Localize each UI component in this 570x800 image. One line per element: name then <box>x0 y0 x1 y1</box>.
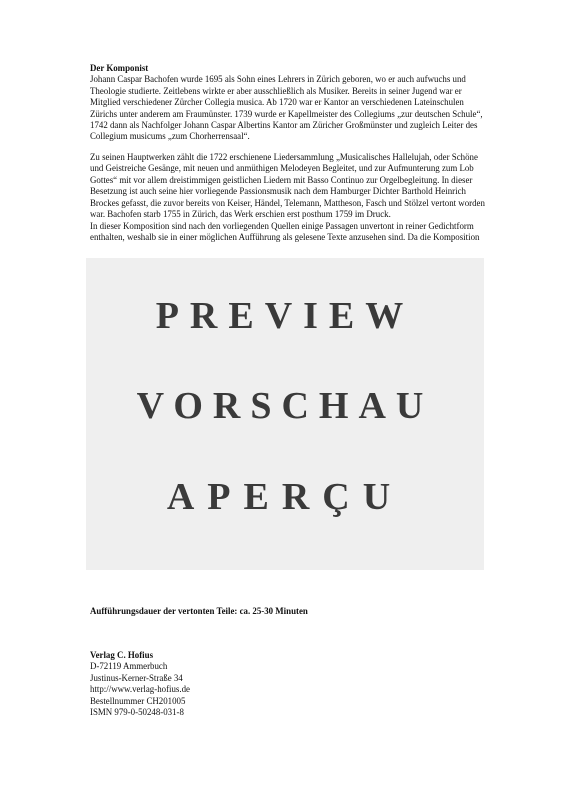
performance-duration: Aufführungsdauer der vertonten Teile: ca. 25-30 Minuten <box>90 606 308 616</box>
section-heading: Der Komponist <box>90 63 149 73</box>
watermark-apercu-text: APERÇU <box>166 476 404 518</box>
composer-bio-paragraph: Johann Caspar Bachofen wurde 1695 als Sohn eines Lehrers in Zürich geboren, wo er auch aufwuchs und Theologie studierte. Zeitlebens wirkte er aber ausschließlich als Musiker. Bereits in seiner Jugend war er Mitglied verschiedener Zürcher Collegia musica. Ab 1720 war er Kantor an verschiedenen Lateinschulen Zürichs unter anderem am Fraumünster. 1739 wurde er Kapellmeister des Collegiums „zur deutschen Schule“, 1742 dann als Nachfolger Johann Caspar Albertins Kantor am Züricher Großmünster und zugleich Leiter des Collegium musicums „zum Chorherrensaal“. <box>90 74 483 142</box>
composer-section <box>90 63 492 143</box>
order-number: Bestellnummer CH201005 <box>90 695 186 706</box>
watermark-vorschau-text: VORSCHAU <box>136 385 434 427</box>
ismn-number: ISMN 979-0-50248-031-8 <box>90 707 184 718</box>
publisher-name: Verlag C. Hofius <box>90 650 154 660</box>
publisher-city: D-72119 Ammerbuch <box>90 661 168 672</box>
publisher-block <box>90 650 492 718</box>
composition-paragraph: In dieser Komposition sind nach den vorliegenden Quellen einige Passagen unvertont in reiner Gedichtform enthalten, weshalb sie in einer möglichen Aufführung als gelesene Texte anzusehen sind. Da die Komposition <box>90 221 480 243</box>
publisher-website: http://www.verlag-hofius.de <box>90 684 190 695</box>
preview-watermark-overlay <box>86 258 484 570</box>
watermark-preview-text: PREVIEW <box>155 295 415 337</box>
publisher-street: Justinus-Kerner-Straße 34 <box>90 672 183 683</box>
works-section <box>90 152 492 220</box>
works-paragraph: Zu seinen Hauptwerken zählt die 1722 erschienene Liedersammlung „Musicalisches Hallelujah, oder Schöne und Geistreiche Gesänge, mit neuen und anmüthigen Melodeyen Begleitet, und zur Aufmunterung zum Lob Gottes“ mit vor allem dreistimmigen geistlichen Liedern mit Basso Continuo zur Orgelbegleitung. In dieser Besetzung ist auch seine hier vorliegende Passionsmusik nach dem Hamburger Dichter Barthold Heinrich Brockes gefasst, die zuvor bereits von Keiser, Händel, Telemann, Mattheson, Fasch und Stölzel vertont worden war. Bachofen starb 1755 in Zürich, das Werk erschien erst posthum 1759 im Druck. <box>90 152 485 220</box>
